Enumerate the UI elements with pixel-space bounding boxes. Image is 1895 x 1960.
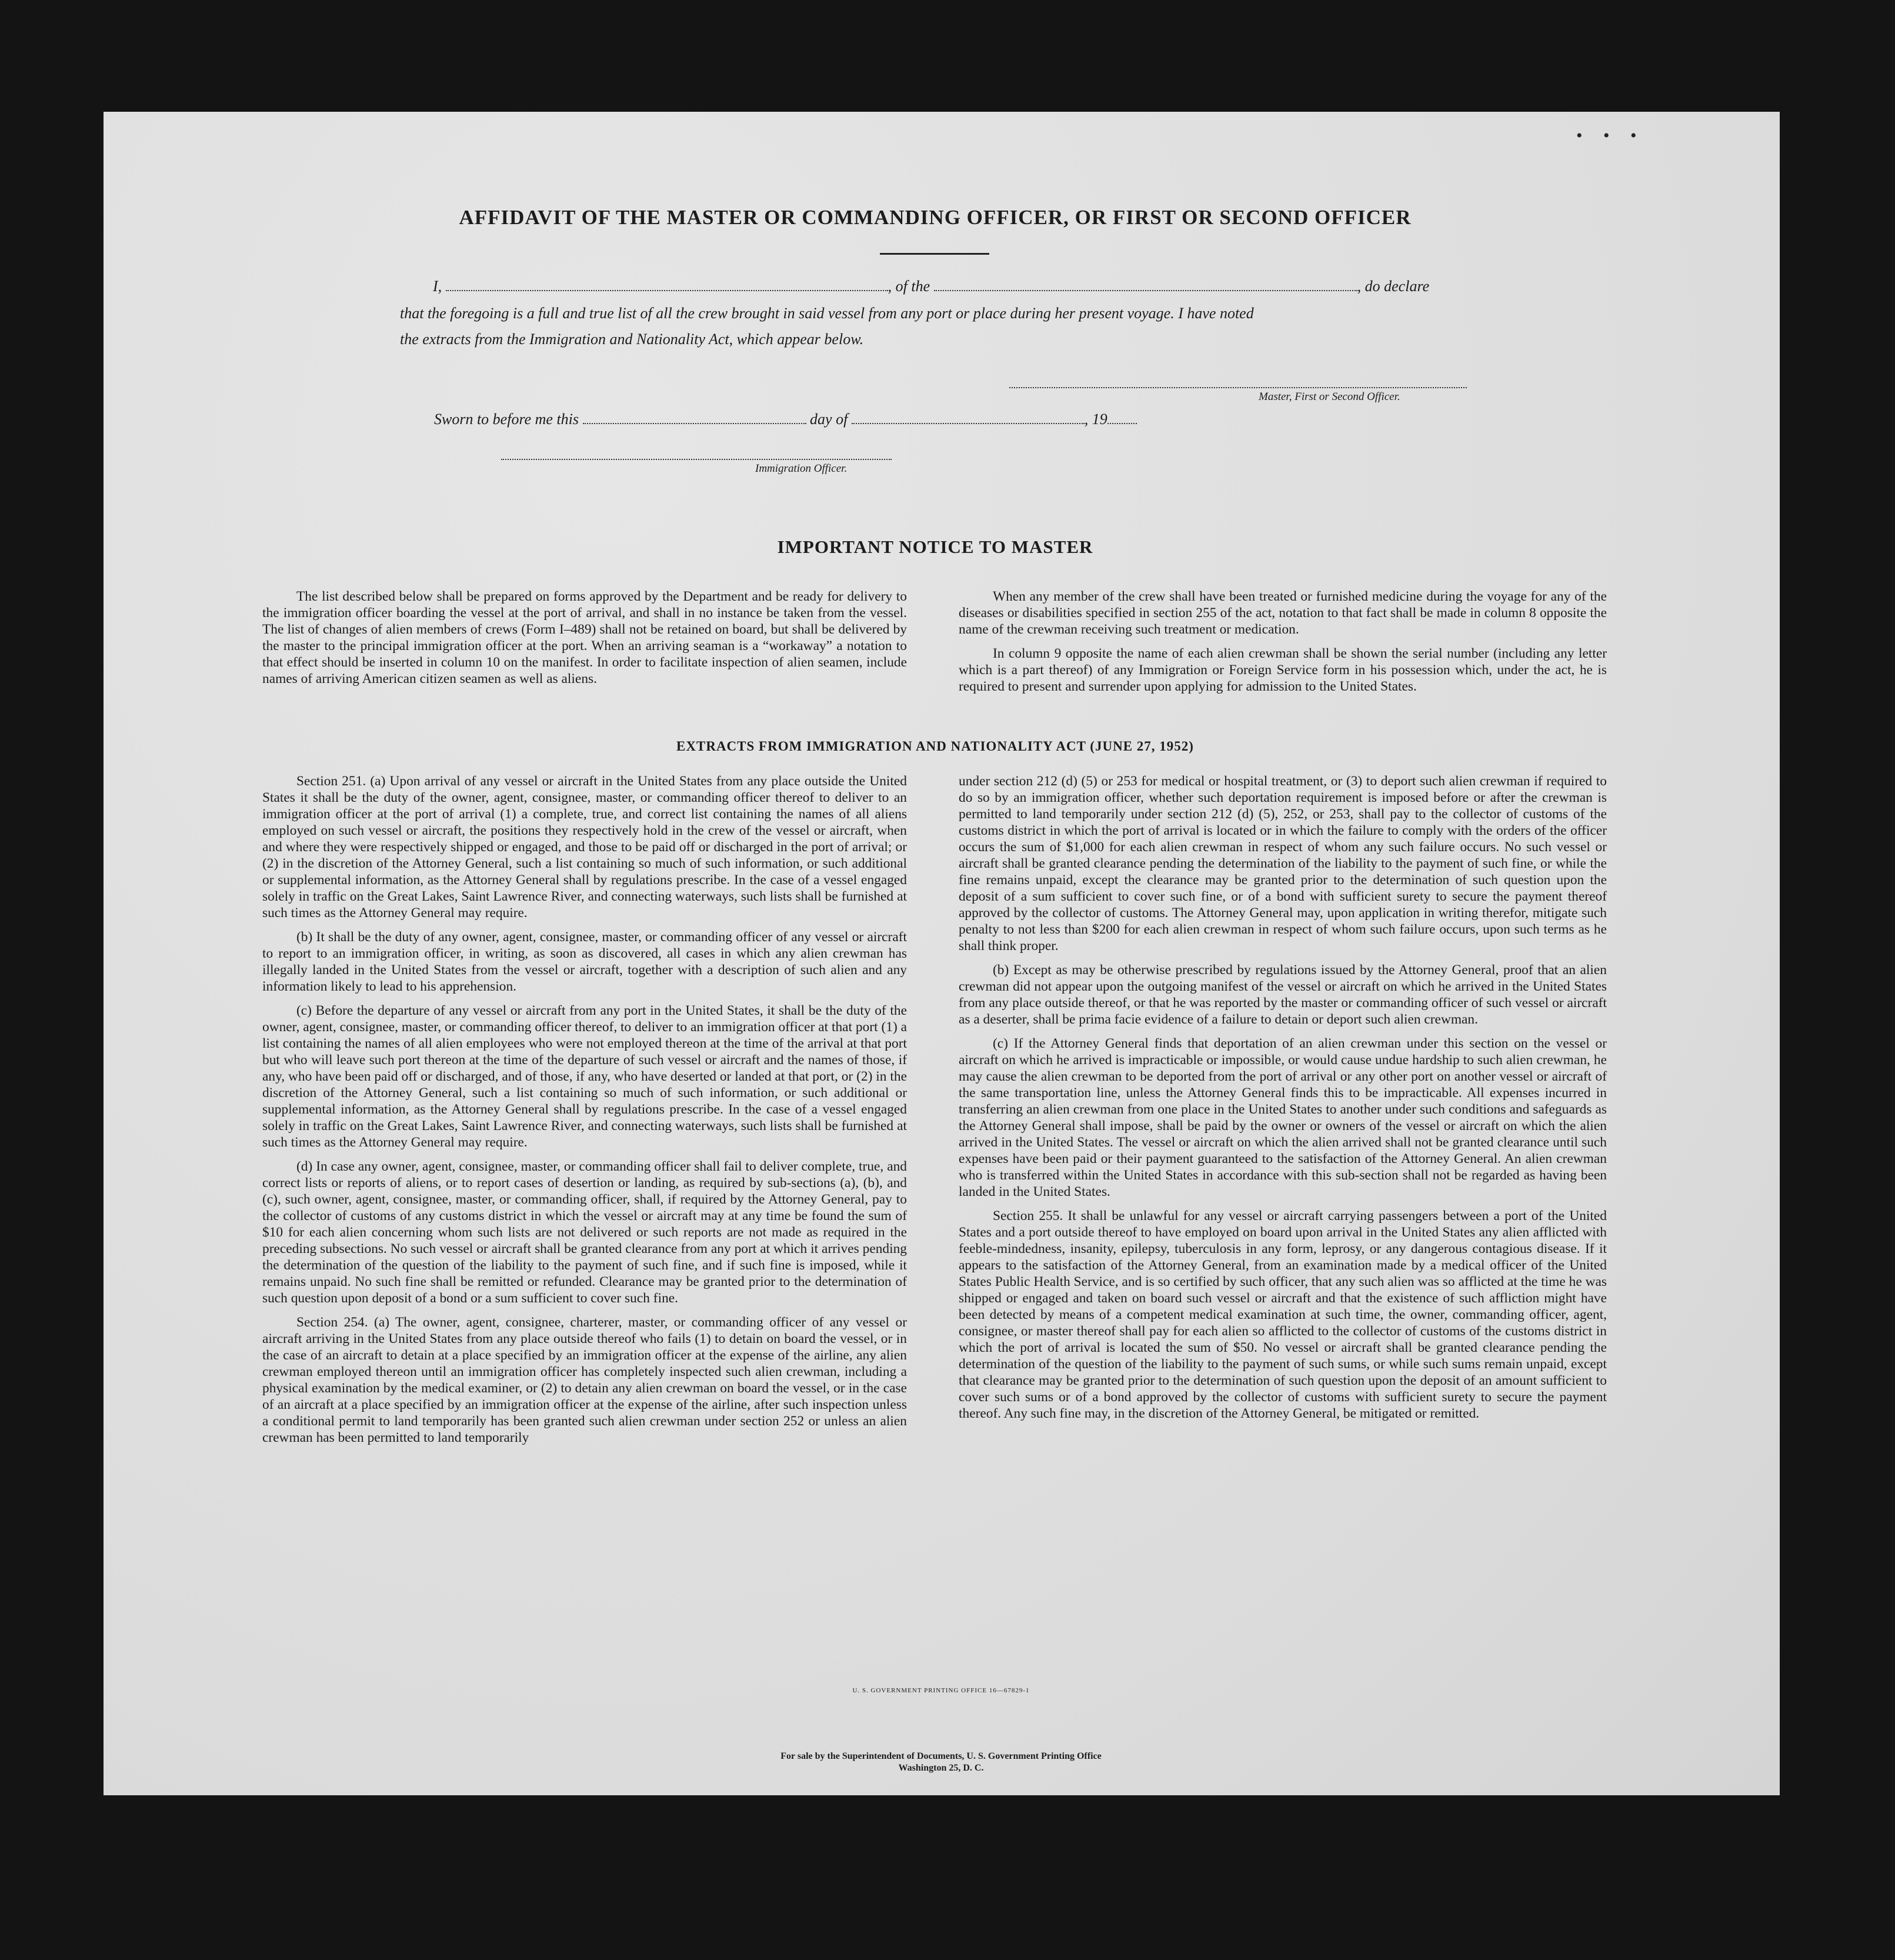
extract-paragraph: Section 255. It shall be unlawful for any vessel or aircraft carrying passengers between a port of the United States and a port outside thereof to have employed on board upon arrival in the United States any alien afflicted with feeble-mindedness, insanity, epilepsy, tuberculosis in any form, leprosy, or any dangerous contagious disease. If it appears to the satisfaction of the Attorney General, from an examination made by a medical officer of the United States Public Health Service, and is so certified by such officer, that any such alien was so afflicted at the time he was shipped or engaged and taken on board such vessel or aircraft and that the existence of such affliction might have been detected by means of a competent medical examination at such time, the owner, commanding officer, agent, consignee, or master thereof shall pay for each alien so afflicted to the collector of customs of the customs district in which the port of arrival is located the sum of $50. No vessel or aircraft shall be granted clearance pending the determination of the question of the liability to the payment of such sums, or while such sums remain unpaid, except that clearance may be granted prior to the determination of such question upon the deposit of an amount sufficient to cover such sums or of a bond approved by the collector of customs with sufficient surety to secure the payment thereof. Any such fine may, in the discretion of the Attorney General, be mitigated or remitted. (959, 1208, 1607, 1421)
notice-paragraph: When any member of the crew shall have been treated or furnished medicine during the voyage for any of the diseases or disabilities specified in section 255 of the act, notation to that fact shall be made in column 8 opposite the name of the crewman receiving such treatment or medication. (959, 589, 1607, 637)
corner-marks: • • • (1576, 126, 1645, 145)
extract-paragraph: (d) In case any owner, agent, consignee, master, or commanding officer shall fail to deliver complete, true, and correct lists or reports of aliens, or to report cases of desertion or landing, as required by sub-sections (a), (b), and (c), such owner, agent, consignee, master, or commanding officer, shall, if required by the Attorney General, pay to the collector of customs of any customs district in which the vessel or aircraft may at any time be found the sum of $10 for each alien concerning whom such lists are not delivered or such reports are not made as required in the preceding subsections. No such vessel or aircraft shall be granted clearance from any port at which it arrives pending the determination of the question of the liability to the payment of such fine, and if such fine is imposed, while it remains unpaid. No such fine shall be remitted or refunded. Clearance may be granted prior to the determination of such question upon deposit of a bond or a sum sufficient to cover such fine. (262, 1159, 907, 1306)
officer-signature-label: Immigration Officer. (755, 462, 848, 475)
officer-signature-line[interactable] (501, 459, 892, 460)
extract-paragraph: Section 254. (a) The owner, agent, consignee, charterer, master, or commanding officer of any vessel or aircraft arriving in the United States from any place outside thereof who fails (1) to detain on board the vessel, or in the case of an aircraft to detain at a place specified by an immigration officer at the expense of the airline, any alien crewman employed thereon until an immigration officer has completely inspected such alien crewman, including a physical examination by the medical examiner, or (2) to detain any alien crewman on board the vessel, or in the case of an aircraft at a place specified by an immigration officer at the expense of the airline, after such inspection unless a conditional permit to land temporarily has been granted such alien crewman under section 252 or unless an alien crewman has been permitted to land temporarily (262, 1315, 907, 1445)
notice-paragraph: In column 9 opposite the name of each alien crewman shall be shown the serial number (including any letter which is a part thereof) of any Immigration or Foreign Service form in his possession which, under the act, he is required to present and surrender upon applying for admission to the United States. (959, 646, 1607, 694)
of-the-label: , of the (888, 278, 930, 295)
extract-paragraph: (b) Except as may be otherwise prescribed by regulations issued by the Attorney General, proof that an alien crewman did not appear upon the outgoing manifest of the vessel or aircraft on which he arrived in the United States from any place outside thereof, or that he was reported by the master or commanding officer of such vessel or aircraft as a deserter, shall be prima facie evidence of a failure to detain or deport such alien crewman. (959, 962, 1607, 1027)
affidavit-title: AFFIDAVIT OF THE MASTER OR COMMANDING OFFICER, OR FIRST OR SECOND OFFICER (459, 206, 1412, 229)
title-rule (880, 253, 989, 255)
do-declare-label: , do declare (1357, 278, 1430, 295)
declaration-line-2: that the foregoing is a full and true list of all the crew brought in said vessel from any port or place during her present voyage. I have noted (400, 305, 1254, 322)
extract-paragraph: under section 212 (d) (5) or 253 for medical or hospital treatment, or (3) to deport such alien crewman if required to do so by an immigration officer, whether such deportation requirement is imposed before or after the crewman is permitted to land temporarily under section 212 (d) (5), 252, or 253, shall pay to the collector of customs of the customs district in which the port of arrival is located or in which the failure to comply with the orders of the officer occurs the sum of $1,000 for each alien crewman in respect of whom any such failure occurs. No such vessel or aircraft shall be granted clearance pending the determination of the liability to the payment of such fine, or while the fine remains unpaid, except the clearance may be granted prior to the determination of such question upon the deposit of a sum sufficient to cover such fine, or of a bond with sufficient surety to secure the payment thereof approved by the collector of customs. The Attorney General may, upon application in writing therefor, mitigate such penalty to not less than $200 for each alien crewman in respect of whom such failure occurs, upon such terms as he shall think proper. (959, 774, 1607, 954)
sale-line-2: Washington 25, D. C. (898, 1763, 984, 1773)
name-field[interactable] (446, 278, 888, 291)
year-label: , 19 (1084, 411, 1107, 428)
notice-paragraph: The list described below shall be prepared on forms approved by the Department and be ready for delivery to the immigration officer boarding the vessel at the port of arrival, and shall in no instance be taken from the vessel. The list of changes of alien members of crews (Form I–489) shall not be retained on board, but shall be delivered by the master to the principal immigration officer at the port. When an arriving seaman is a “workaway” a notation to that effect should be inserted in column 10 on the manifest. In order to facilitate inspection of alien seamen, include names of arriving American citizen seamen as well as aliens. (262, 589, 907, 686)
day-of-label: day of (810, 411, 848, 428)
i-label: I, (433, 278, 442, 295)
sworn-line (434, 411, 1137, 428)
extract-paragraph: (c) If the Attorney General finds that deportation of an alien crewman under this section on the vessel or aircraft on which he arrived is impracticable or impossible, or would cause undue hardship to such alien crewman, he may cause the alien crewman to be deported from the port of arrival or any other port on another vessel or aircraft of the same transportation line, unless the Attorney General finds this to be impracticable. All expenses incurred in transferring an alien crewman from one place in the United States to another under such conditions and safeguards as the Attorney General shall impose, shall be paid by the owner or owners of the vessel or aircraft on which the alien arrived in the United States. The vessel or aircraft on which the alien arrived shall not be granted clearance until such expenses have been paid or their payment guaranteed to the satisfaction of the Attorney General. An alien crewman who is transferred within the United States in accordance with this sub-section shall not be regarded as having been landed in the United States. (959, 1036, 1607, 1199)
notice-left-column (262, 588, 907, 695)
notice-title: IMPORTANT NOTICE TO MASTER (777, 536, 1093, 557)
notice-right-column (959, 588, 1607, 702)
master-signature-label: Master, First or Second Officer. (1259, 391, 1400, 403)
sworn-month-field[interactable] (852, 411, 1085, 424)
sale-line-1: For sale by the Superintendent of Documents, U. S. Government Printing Office (780, 1751, 1102, 1761)
printing-office-imprint: U. S. GOVERNMENT PRINTING OFFICE 16—67829-1 (852, 1687, 1030, 1694)
vessel-field[interactable] (934, 278, 1357, 291)
extract-paragraph: (b) It shall be the duty of any owner, agent, consignee, master, or commanding officer of any vessel or aircraft to report to an immigration officer, in writing, as soon as discovered, all cases in which any alien crewman has illegally landed in the United States from the vessel or aircraft, together with a description of such alien and any information likely to lead to his apprehension. (262, 929, 907, 994)
extract-paragraph: (c) Before the departure of any vessel or aircraft from any port in the United States, it shall be the duty of the owner, agent, consignee, master, or commanding officer thereof, to deliver to an immigration officer at that port (1) a list containing the names of all alien employees who were not employed thereon at the time of the arrival at that port but who will leave such port thereon at the time of the departure of such vessel or aircraft and the names of those, if any, who have been paid off or discharged, and of those, if any, who have deserted or landed at that port, or (2) in the discretion of the Attorney General, such a list containing so much of such information, or such additional or supplemental information, as the Attorney General shall by regulations prescribe. In the case of a vessel engaged solely in traffic on the Great Lakes, Saint Lawrence River, and connecting waterways, such lists shall be furnished at such times as the Attorney General may require. (262, 1003, 907, 1150)
extracts-title: EXTRACTS FROM IMMIGRATION AND NATIONALITY ACT (JUNE 27, 1952) (676, 739, 1194, 754)
declaration-line-3: the extracts from the Immigration and Nationality Act, which appear below. (400, 331, 864, 348)
extract-paragraph: Section 251. (a) Upon arrival of any vessel or aircraft in the United States from any place outside the United States it shall be the duty of the owner, agent, consignee, master, or commanding officer thereof to deliver to an immigration officer at the port of arrival (1) a complete, true, and correct list containing the names of all aliens employed on such vessel or aircraft, the positions they respectively hold in the crew of the vessel or aircraft, when and where they were respectively shipped or engaged, and those to be paid off or discharged in the port of arrival; or (2) in the discretion of the Attorney General, such a list containing so much of such information, or such additional or supplemental information, as the Attorney General shall by regulations prescribe. In the case of a vessel engaged solely in traffic on the Great Lakes, Saint Lawrence River, and connecting waterways, such lists shall be furnished at such times as the Attorney General may require. (262, 774, 907, 921)
sworn-label: Sworn to before me this (434, 411, 579, 428)
sworn-day-field[interactable] (583, 411, 806, 424)
extracts-right-column (959, 773, 1607, 1429)
sworn-year-field[interactable] (1107, 411, 1137, 424)
sale-notice (588, 1751, 1294, 1774)
declaration-line-1 (433, 278, 1429, 295)
extracts-left-column (262, 773, 907, 1454)
master-signature-line[interactable] (1009, 387, 1467, 388)
